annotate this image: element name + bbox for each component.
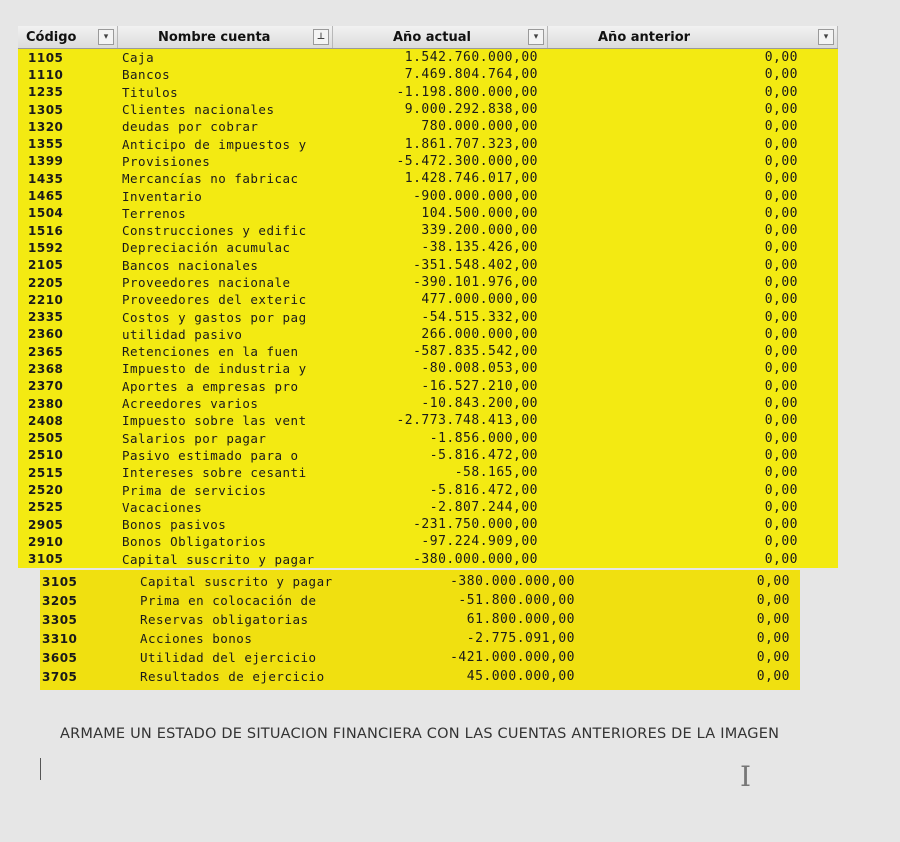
sort-filter-icon[interactable]: ⊥ [313,29,329,45]
cell-name[interactable]: Impuesto de industria y [122,361,307,377]
cell-current-year[interactable]: 339.200.000,00 [421,223,538,239]
cell-current-year[interactable]: -58.165,00 [454,465,538,481]
cell-current-year[interactable]: -5.816.472,00 [429,482,538,498]
table-row[interactable] [18,170,838,187]
cell-current-year[interactable]: -380.000.000,00 [450,574,575,589]
table-row[interactable] [40,667,800,686]
table-row[interactable] [18,101,838,118]
cell-name[interactable]: Inventario [122,188,203,204]
cell-previous-year[interactable]: 0,00 [764,378,798,394]
cell-code[interactable]: 1516 [28,223,64,238]
header-current-year[interactable]: Año actual ▾ [333,26,548,48]
cell-name[interactable]: Terrenos [122,205,187,221]
cell-current-year[interactable]: 266.000.000,00 [421,326,538,342]
cell-current-year[interactable]: -51.800.000,00 [458,593,575,608]
cell-name[interactable]: Construcciones y edific [122,223,307,239]
table-row[interactable] [18,499,838,516]
cell-code[interactable]: 3705 [42,669,78,684]
cell-name[interactable]: Provisiones [122,153,211,169]
header-name[interactable]: Nombre cuenta ⊥ [118,26,333,48]
cell-code[interactable]: 1320 [28,119,64,134]
cell-name[interactable]: Costos y gastos por pag [122,309,307,325]
cell-name[interactable]: Bonos Obligatorios [122,534,267,550]
cell-code[interactable]: 1355 [28,137,64,152]
cell-code[interactable]: 2505 [28,431,64,446]
cell-code[interactable]: 1504 [28,206,64,221]
cell-previous-year[interactable]: 0,00 [764,50,798,66]
cell-code[interactable]: 2510 [28,448,64,463]
cell-code[interactable]: 2515 [28,465,64,480]
cell-current-year[interactable]: 1.861.707.323,00 [404,136,538,152]
cell-name[interactable]: Resultados de ejercicio [140,669,325,684]
cell-code[interactable]: 2105 [28,258,64,273]
table-row[interactable] [18,222,838,239]
cell-name[interactable]: Reservas obligatorias [140,612,309,627]
cell-previous-year[interactable]: 0,00 [764,102,798,118]
table-row[interactable] [18,481,838,498]
cell-previous-year[interactable]: 0,00 [764,551,798,567]
cell-code[interactable]: 2360 [28,327,64,342]
cell-previous-year[interactable]: 0,00 [764,482,798,498]
cell-code[interactable]: 2335 [28,310,64,325]
cell-previous-year[interactable]: 0,00 [764,205,798,221]
cell-code[interactable]: 1465 [28,189,64,204]
table-row[interactable] [18,395,838,412]
cell-previous-year[interactable]: 0,00 [764,517,798,533]
cell-code[interactable]: 2520 [28,483,64,498]
cell-name[interactable]: Mercancías no fabricac [122,171,299,187]
cell-name[interactable]: utilidad pasivo [122,326,243,342]
instruction-text: ARMAME UN ESTADO DE SITUACION FINANCIERA CON LAS CUENTAS ANTERIORES DE LA IMAGEN [60,726,780,742]
cell-code[interactable]: 2210 [28,292,64,307]
cell-current-year[interactable]: -5.472.300.000,00 [396,153,538,169]
table-row[interactable] [18,378,838,395]
cell-previous-year[interactable]: 0,00 [764,499,798,515]
cell-name[interactable]: Caja [122,50,155,66]
cell-previous-year[interactable]: 0,00 [764,240,798,256]
table-row[interactable] [18,551,838,568]
cell-previous-year[interactable]: 0,00 [764,309,798,325]
cell-previous-year[interactable]: 0,00 [756,631,790,646]
header-code[interactable]: Código ▾ [18,26,118,48]
cell-previous-year[interactable]: 0,00 [764,534,798,550]
cell-name[interactable]: Anticipo de impuestos y [122,136,307,152]
cell-name[interactable]: Impuesto sobre las vent [122,413,307,429]
table-row[interactable] [18,118,838,135]
table-row[interactable] [18,447,838,464]
cell-code[interactable]: 2380 [28,396,64,411]
equity-accounts-table [40,570,800,690]
cell-current-year[interactable]: 1.428.746.017,00 [404,171,538,187]
cell-name[interactable]: Acciones bonos [140,631,253,646]
cell-name[interactable]: Titulos [122,84,179,100]
table-row[interactable] [18,412,838,429]
cell-name[interactable]: Salarios por pagar [122,430,267,446]
cell-current-year[interactable]: -421.000.000,00 [450,650,575,665]
cell-name[interactable]: deudas por cobrar [122,119,259,135]
table-header [18,26,838,49]
table-row[interactable] [40,648,800,667]
table-row[interactable] [40,572,800,591]
cell-name[interactable]: Capital suscrito y pagar [122,551,315,567]
table-row[interactable] [18,66,838,83]
table-row[interactable] [18,308,838,325]
cell-name[interactable]: Bonos pasivos [122,517,227,533]
cell-previous-year[interactable]: 0,00 [764,275,798,290]
cell-current-year[interactable]: 104.500.000,00 [421,205,538,221]
table-row[interactable] [18,135,838,152]
cell-name[interactable]: Bancos [122,67,171,83]
cell-code[interactable]: 1110 [28,67,64,82]
cell-code[interactable]: 1399 [28,154,64,169]
filter-dropdown-icon[interactable]: ▾ [818,29,834,45]
cell-name[interactable]: Utilidad del ejercicio [140,650,317,665]
table-row[interactable] [18,257,838,274]
cell-name[interactable]: Acreedores varios [122,396,259,412]
cell-previous-year[interactable]: 0,00 [764,361,798,377]
cell-current-year[interactable]: 61.800.000,00 [466,612,575,627]
text-cursor [40,758,41,780]
cell-previous-year[interactable]: 0,00 [764,292,798,308]
cell-current-year[interactable]: 45.000.000,00 [466,669,575,684]
cell-name[interactable]: Bancos nacionales [122,257,259,273]
cell-previous-year[interactable]: 0,00 [764,136,798,152]
cell-code[interactable]: 3105 [42,574,78,589]
cell-name[interactable]: Aportes a empresas pro [122,378,299,394]
cell-name[interactable]: Vacaciones [122,499,203,515]
cell-previous-year[interactable]: 0,00 [764,257,798,273]
cell-previous-year[interactable]: 0,00 [764,344,798,360]
filter-dropdown-icon[interactable]: ▾ [98,29,114,45]
cell-current-year[interactable]: -587.835.542,00 [413,344,538,360]
table-row[interactable] [18,205,838,222]
cell-previous-year[interactable]: 0,00 [764,188,798,204]
filter-dropdown-icon[interactable]: ▾ [528,29,544,45]
cell-name[interactable]: Intereses sobre cesanti [122,465,307,481]
table-row[interactable] [40,591,800,610]
cell-current-year[interactable]: 477.000.000,00 [421,292,538,308]
cell-code[interactable]: 2205 [28,275,64,290]
cell-current-year[interactable]: -97.224.909,00 [421,534,538,550]
table-row[interactable] [18,239,838,256]
cell-current-year[interactable]: -1.856.000,00 [429,430,538,446]
cell-current-year[interactable]: -1.198.800.000,00 [396,84,538,100]
cell-code[interactable]: 1592 [28,240,64,255]
cell-code[interactable]: 1105 [28,50,64,65]
cell-previous-year[interactable]: 0,00 [764,447,798,463]
cell-name[interactable]: Capital suscrito y pagar [140,574,333,589]
cell-code[interactable]: 2408 [28,413,64,428]
table-row[interactable] [18,84,838,101]
cell-code[interactable]: 2365 [28,344,64,359]
cell-code[interactable]: 3105 [28,552,64,567]
cell-name[interactable]: Retenciones en la fuen [122,344,299,360]
cell-current-year[interactable]: 9.000.292.838,00 [404,102,538,118]
table-row[interactable] [18,430,838,447]
cell-previous-year[interactable]: 0,00 [764,465,798,481]
cell-name[interactable]: Proveedores nacionale [122,275,291,290]
cell-code[interactable]: 2910 [28,534,64,549]
cell-current-year[interactable]: -900.000.000,00 [413,188,538,204]
table-row[interactable] [18,326,838,343]
spreadsheet [18,26,838,568]
table-row[interactable] [40,629,800,648]
cell-previous-year[interactable]: 0,00 [764,326,798,342]
table-row[interactable] [18,291,838,308]
cell-current-year[interactable]: -16.527.210,00 [421,378,538,394]
cell-current-year[interactable]: -54.515.332,00 [421,309,538,325]
cell-previous-year[interactable]: 0,00 [756,574,790,589]
cell-previous-year[interactable]: 0,00 [764,171,798,187]
cell-code[interactable]: 1305 [28,102,64,117]
cell-current-year[interactable]: -390.101.976,00 [413,275,538,290]
header-previous-year[interactable]: Año anterior ▾ [548,26,838,48]
cell-current-year[interactable]: 7.469.804.764,00 [404,67,538,83]
cell-current-year[interactable]: -2.775.091,00 [466,631,575,646]
cell-code[interactable]: 2368 [28,361,64,376]
table-row[interactable] [18,464,838,481]
cell-code[interactable]: 3305 [42,612,78,627]
cell-code[interactable]: 1235 [28,85,64,100]
table-row[interactable] [18,360,838,377]
table-row[interactable] [18,274,838,291]
cell-current-year[interactable]: -231.750.000,00 [413,517,538,533]
cell-previous-year[interactable]: 0,00 [764,119,798,135]
cell-previous-year[interactable]: 0,00 [756,650,790,665]
cell-code[interactable]: 2905 [28,517,64,532]
cell-current-year[interactable]: -2.807.244,00 [429,499,538,515]
cell-code[interactable]: 2370 [28,379,64,394]
cell-previous-year[interactable]: 0,00 [764,84,798,100]
cell-current-year[interactable]: 1.542.760.000,00 [404,50,538,66]
cell-previous-year[interactable]: 0,00 [764,413,798,429]
mouse-ibeam-cursor: I [740,760,752,793]
cell-name[interactable]: Prima de servicios [122,482,267,498]
cell-previous-year[interactable]: 0,00 [764,396,798,412]
cell-current-year[interactable]: -380.000.000,00 [413,551,538,567]
cell-code[interactable]: 3605 [42,650,78,665]
cell-code[interactable]: 3310 [42,631,78,646]
cell-previous-year[interactable]: 0,00 [764,153,798,169]
cell-current-year[interactable]: -38.135.426,00 [421,240,538,256]
cell-previous-year[interactable]: 0,00 [764,67,798,83]
cell-name[interactable]: Depreciación acumulac [122,240,291,256]
cell-current-year[interactable]: -10.843.200,00 [421,396,538,412]
cell-name[interactable]: Pasivo estimado para o [122,447,299,463]
table-row[interactable] [18,187,838,204]
cell-previous-year[interactable]: 0,00 [764,223,798,239]
table-row[interactable] [18,49,838,66]
cell-previous-year[interactable]: 0,00 [764,430,798,446]
table-row[interactable] [18,343,838,360]
table-row[interactable] [18,516,838,533]
cell-current-year[interactable]: -80.008.053,00 [421,361,538,377]
accounts-table-body [18,49,838,568]
cell-current-year[interactable]: -2.773.748.413,00 [396,413,538,429]
cell-previous-year[interactable]: 0,00 [756,593,790,608]
cell-current-year[interactable]: -5.816.472,00 [429,447,538,463]
cell-previous-year[interactable]: 0,00 [756,669,790,684]
cell-name[interactable]: Proveedores del exteric [122,292,307,308]
cell-current-year[interactable]: 780.000.000,00 [421,119,538,135]
cell-name[interactable]: Clientes nacionales [122,102,275,118]
cell-current-year[interactable]: -351.548.402,00 [413,257,538,273]
cell-code[interactable]: 3205 [42,593,78,608]
table-row[interactable] [40,610,800,629]
table-row[interactable] [18,153,838,170]
cell-name[interactable]: Prima en colocación de [140,593,317,608]
cell-code[interactable]: 2525 [28,500,64,515]
table-row[interactable] [18,533,838,550]
cell-code[interactable]: 1435 [28,171,64,186]
cell-previous-year[interactable]: 0,00 [756,612,790,627]
